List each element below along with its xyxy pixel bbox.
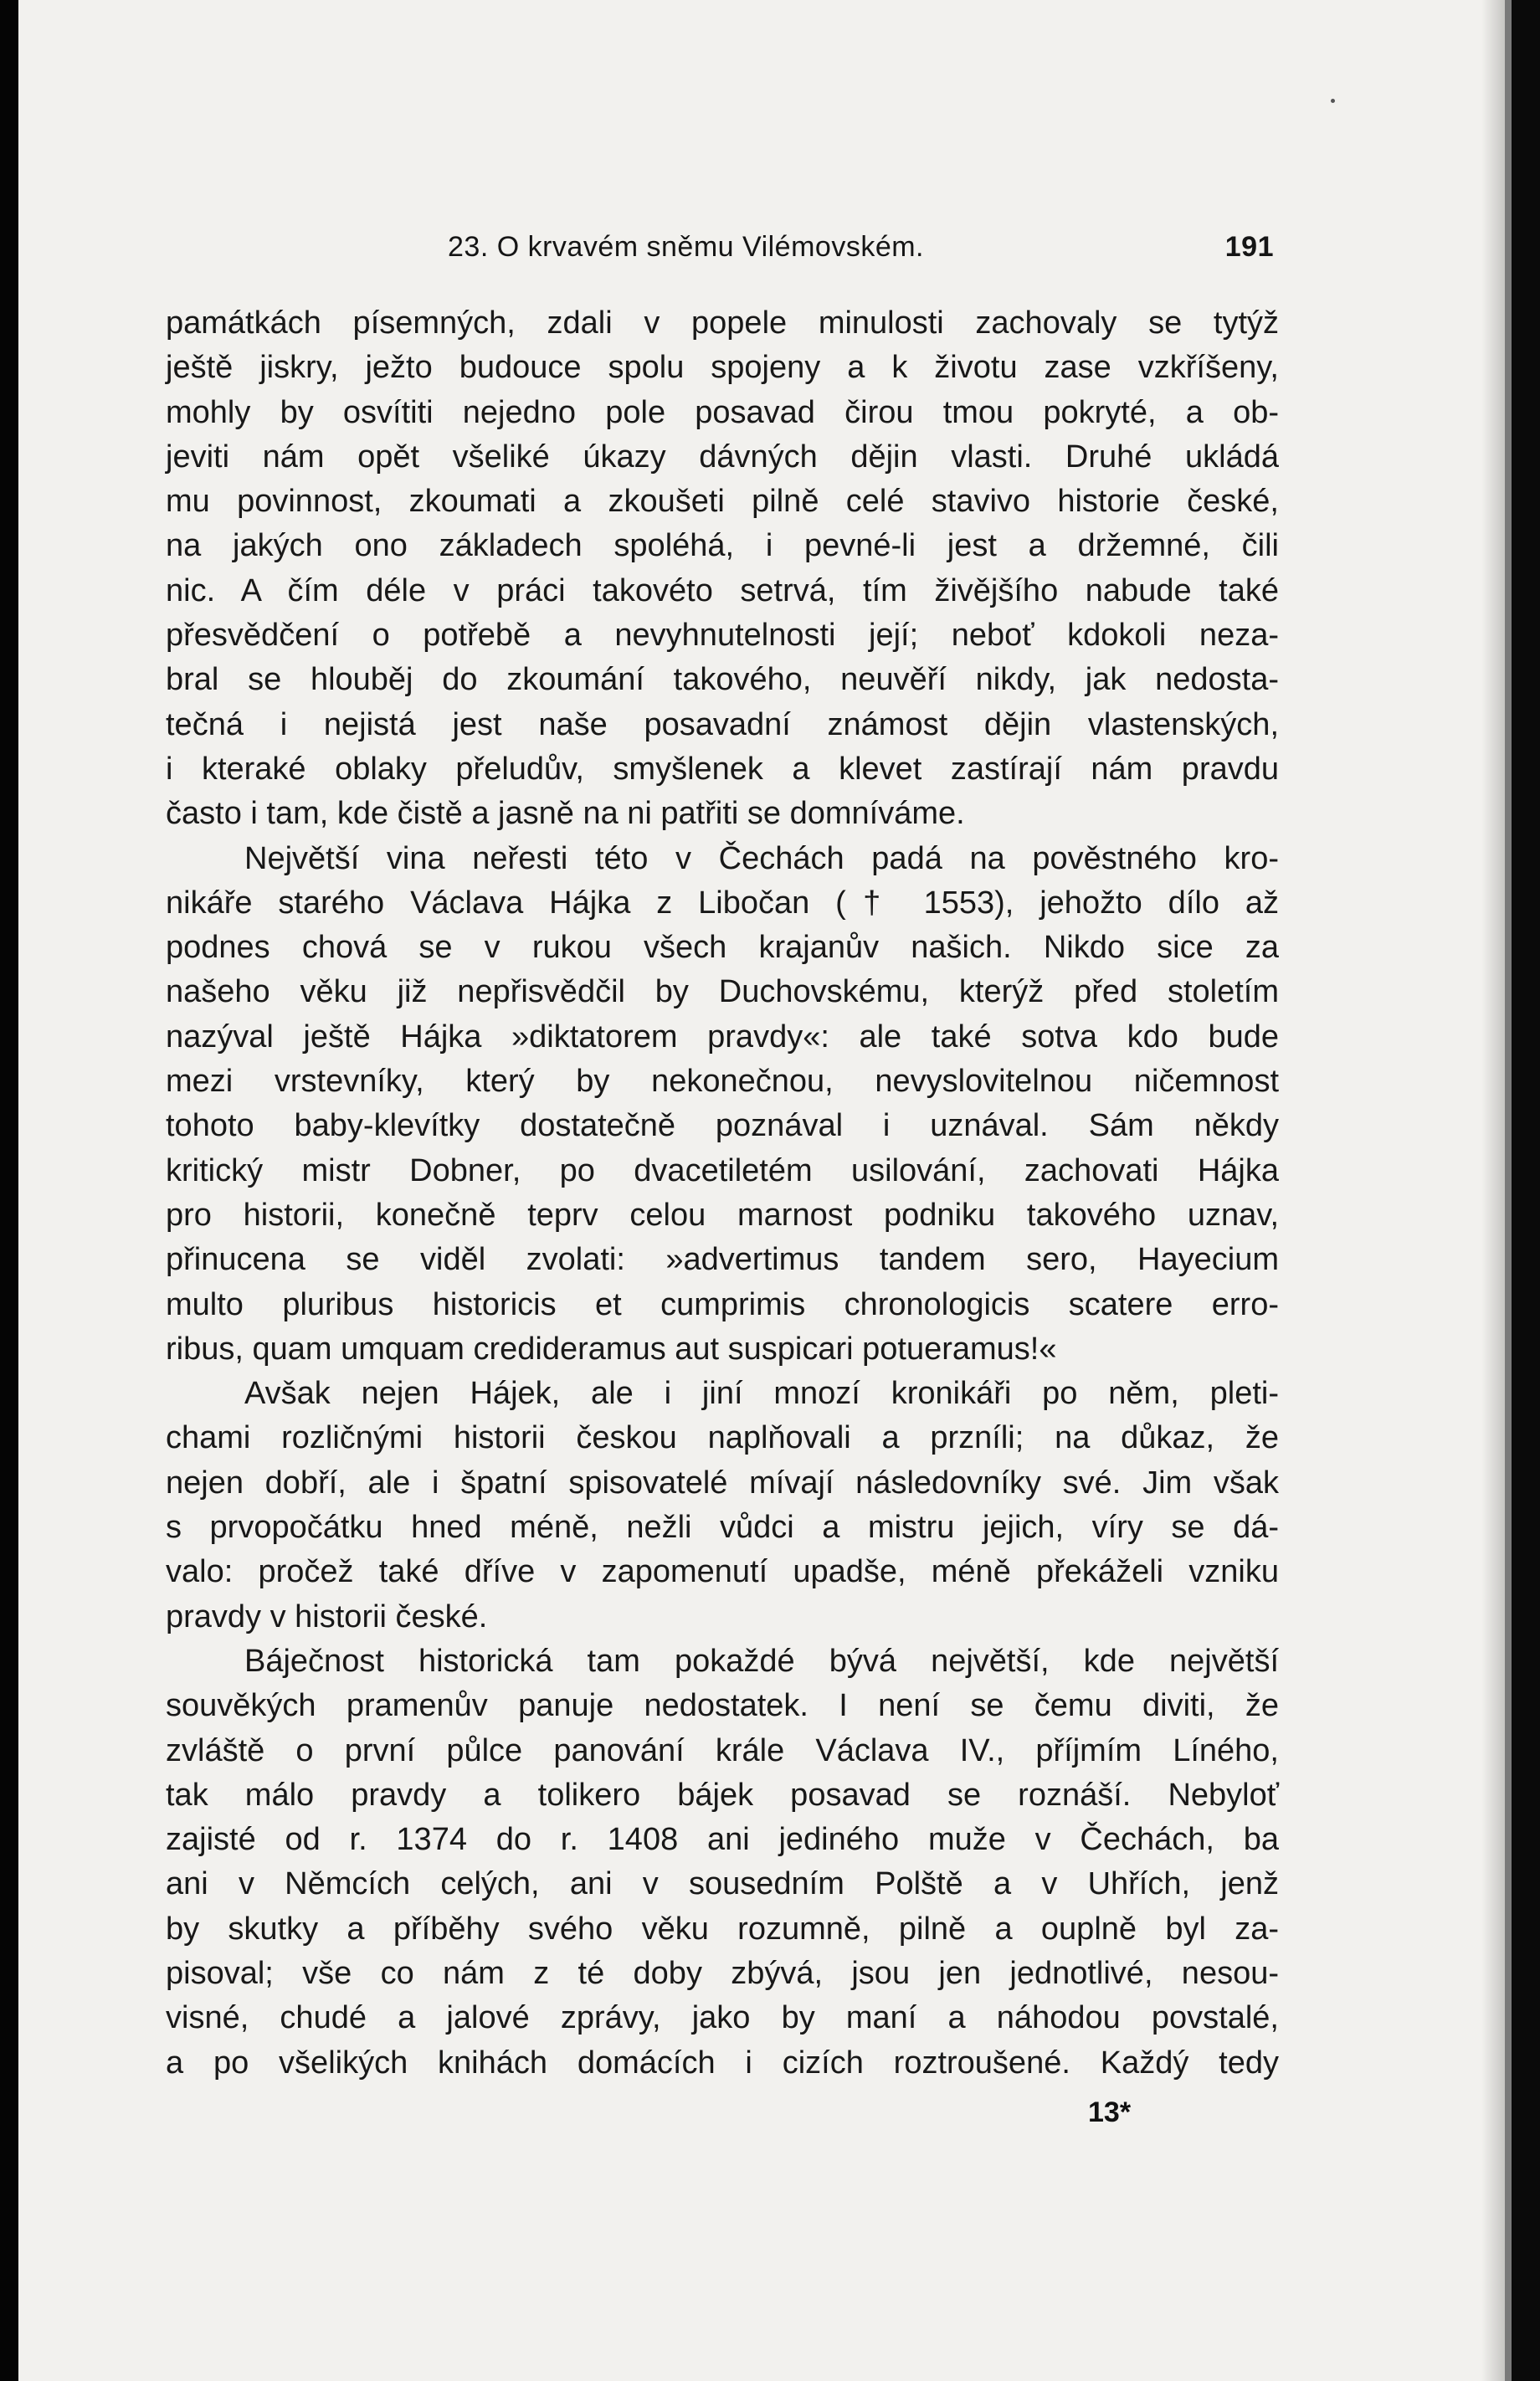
scan-left-edge: [0, 0, 18, 2381]
text-line: mu povinnost, zkoumati a zkoušeti pilně celé stavivo historie české,: [166, 484, 1279, 520]
text-line: pisoval; vše co nám z té doby zbývá, jsou jen jednotlivé, nesou-: [166, 1955, 1279, 1991]
text-line: bral se hlouběj do zkoumání takového, neuvěří nikdy, jak nedosta-: [166, 662, 1279, 698]
text-line: mezi vrstevníky, který by nekonečnou, nevyslovitelnou ničemnost: [166, 1064, 1279, 1100]
text-line: multo pluribus historicis et cumprimis chronologicis scatere erro-: [166, 1286, 1279, 1322]
dust-speck: [1331, 99, 1335, 103]
text-line: ještě jiskry, ježto budouce spolu spojeny a k životu zase vzkříšeny,: [166, 350, 1279, 386]
text-line: jeviti nám opět všeliké úkazy dávných dějin vlasti. Druhé ukládá: [166, 439, 1279, 475]
page-text: [166, 301, 1279, 2086]
text-line: na jakých ono základech spoléhá, i pevné-li jest a držemné, čili: [166, 528, 1279, 564]
scan-right-edge: [1512, 0, 1540, 2381]
text-line: souvěkých pramenův panuje nedostatek. I není se čemu diviti, že: [166, 1688, 1279, 1724]
signature-mark: 13*: [1088, 2096, 1132, 2128]
text-line: ribus, quam umquam credideramus aut suspicari potueramus!«: [166, 1331, 1057, 1367]
text-line: visné, chudé a jalové zprávy, jako by maní a náhodou povstalé,: [166, 2000, 1279, 2036]
page-header: [172, 226, 1274, 268]
page-fold-shadow: [1481, 0, 1505, 2381]
text-line: tečná i nejistá jest naše posavadní známost dějin vlastenských,: [166, 706, 1279, 742]
text-line: našeho věku již nepřisvědčil by Duchovskému, kterýž před stoletím: [166, 974, 1279, 1010]
text-line: valo: pročež také dříve v zapomenutí upadše, méně překáželi vzniku: [166, 1554, 1279, 1590]
text-line: by skutky a příběhy svého věku rozumně, pilně a ouplně byl za-: [166, 1911, 1279, 1947]
text-line: přinucena se viděl zvolati: »advertimus tandem sero, Hayecium: [166, 1242, 1279, 1278]
text-line: a po všelikých knihách domácích i cizích roztroušené. Každý tedy: [166, 2045, 1279, 2081]
text-line: nic. A čím déle v práci takovéto setrvá, tím živějšího nabude také: [166, 572, 1279, 608]
text-line: mohly by osvítiti nejedno pole posavad čirou tmou pokryté, a ob-: [166, 394, 1279, 430]
text-line: přesvědčení o potřebě a nevyhnutelnosti její; neboť kdokoli neza-: [166, 618, 1279, 654]
text-line: nazýval ještě Hájka »diktatorem pravdy«: ale také sotva kdo bude: [166, 1019, 1279, 1055]
text-line: Největší vina neřesti této v Čechách padá na pověstného kro-: [244, 840, 1279, 876]
text-line: tohoto baby-klevítky dostatečně poznával i uznával. Sám někdy: [166, 1108, 1279, 1144]
text-line: i kteraké oblaky přeludův, smyšlenek a klevet zastírají nám pravdu: [166, 751, 1279, 787]
running-title: 23. O krvavém sněmu Vilémovském.: [448, 230, 924, 263]
text-line: s prvopočátku hned méně, nežli vůdci a mistru jejich, víry se dá-: [166, 1510, 1279, 1546]
text-line: chami rozličnými historii českou naplňovali a przníli; na důkaz, že: [166, 1420, 1279, 1456]
text-line: pravdy v historii české.: [166, 1598, 488, 1634]
text-line: památkách písemných, zdali v popele minulosti zachovaly se tytýž: [166, 305, 1279, 341]
text-line: nikáře starého Václava Hájka z Libočan († 1553), jehožto dílo až: [166, 885, 1279, 921]
text-line: často i tam, kde čistě a jasně na ni patřiti se domníváme.: [166, 796, 965, 832]
page-number: 191: [1224, 230, 1274, 263]
text-line: ani v Němcích celých, ani v sousedním Polště a v Uhřích, jenž: [166, 1866, 1279, 1902]
text-line: kritický mistr Dobner, po dvacetiletém usilování, zachovati Hájka: [166, 1152, 1279, 1188]
text-line: podnes chová se v rukou všech krajanův našich. Nikdo sice za: [166, 930, 1279, 966]
text-line: nejen dobří, ale i špatní spisovatelé mívají následovníky své. Jim však: [166, 1465, 1279, 1501]
text-line: tak málo pravdy a tolikero bájek posavad se roznáší. Nebyloť: [166, 1777, 1279, 1813]
text-line: pro historii, konečně teprv celou marnost podniku takového uznav,: [166, 1197, 1279, 1233]
text-line: Báječnost historická tam pokaždé bývá největší, kde největší: [244, 1643, 1279, 1679]
text-line: Avšak nejen Hájek, ale i jiní mnozí kronikáři po něm, pleti-: [244, 1376, 1279, 1412]
text-line: zajisté od r. 1374 do r. 1408 ani jediného muže v Čechách, ba: [166, 1822, 1279, 1858]
text-line: zvláště o první půlce panování krále Václava IV., příjmím Líného,: [166, 1732, 1279, 1768]
